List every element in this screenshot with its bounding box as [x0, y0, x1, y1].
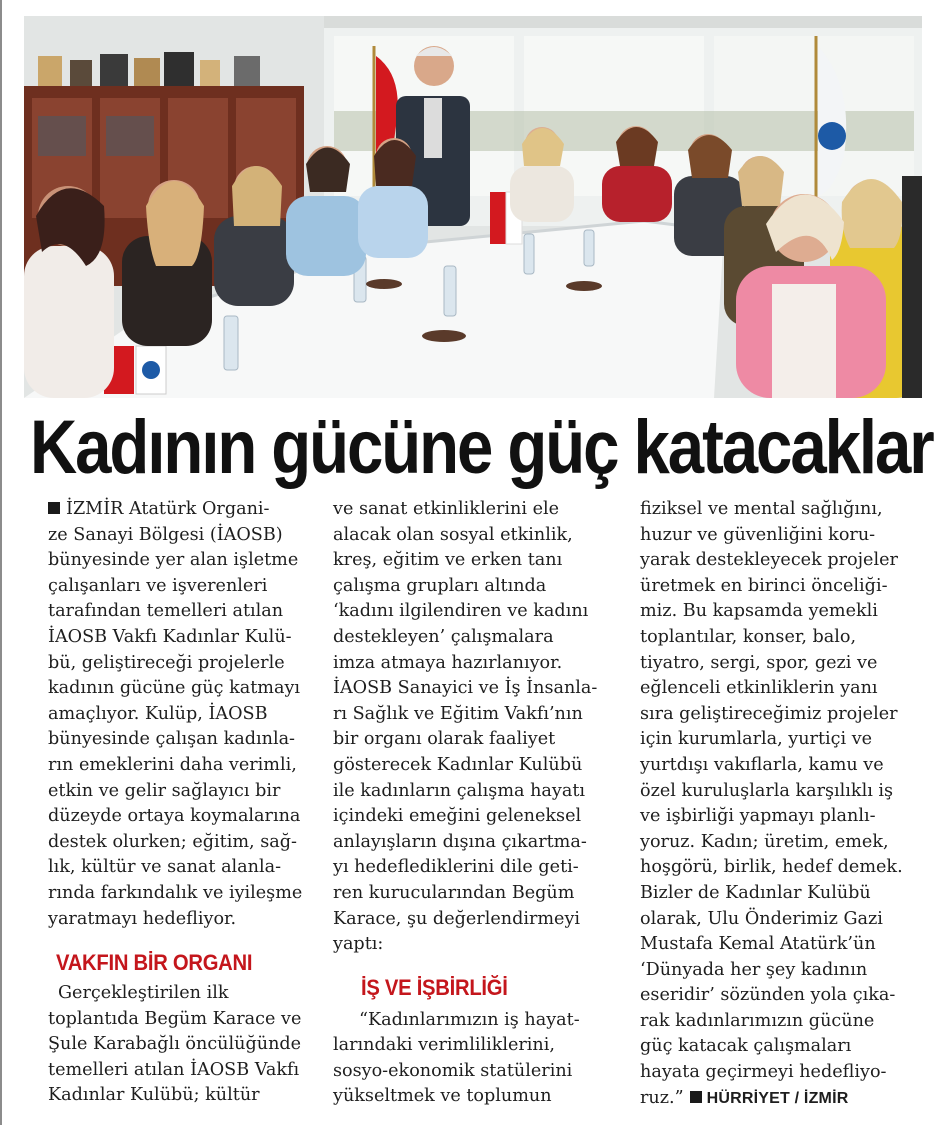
column-2 [333, 497, 623, 1110]
lead-text: İZMİR Atatürk Organi- ze Sanayi Bölgesi (İAOSB) bünyesinde yer alan işletme çalışanları ve işverenleri tarafından temelleri atılan İAOSB Vakfı Kadınlar Kulü- bü, geliştireceği projelerle kadının gücüne güç katmayı amaçlıyor. Kulüp, İAOSB bünyesinde çalışan kadınla- rın emeklerini daha verimli, etkin ve gelir sağlayıcı bir düzeyde ortaya koymalarına destek olurken; eğitim, sağ- lık, kültür ve sanat alanla- rında farkındalık ve iyileşme yaratmayı hedefliyor. [48, 499, 303, 929]
subhead-vakfin-bir-organi: VAKFIN BİR ORGANI [56, 950, 253, 976]
signature-square-icon [690, 1091, 702, 1103]
column-1 [48, 497, 320, 1109]
lead-paragraph [48, 497, 320, 932]
paragraph-first-meeting: Gerçekleştirilen ilk toplantıda Begüm Karace ve Şule Karabağlı öncülüğünde temelleri atılan İAOSB Vakfı Kadınlar Kulübü; kültür [48, 983, 302, 1106]
meeting-photo [24, 16, 922, 398]
subhead-is-ve-isbirligi: İŞ VE İŞBİRLİĞİ [361, 974, 508, 1000]
column-3 [640, 497, 930, 1111]
page-edge-rule [0, 0, 2, 1125]
paragraph-working-groups: ve sanat etkinliklerini ele alacak olan sosyal etkinlik, kreş, eğitim ve erken tanı çalışma grupları altında ‘kadını ilgilendiren ve kadını destekleyen’ çalışmalara imza atmaya hazırlanıyor. İAOSB Sanayici ve İş İnsanla- rı Sağlık ve Eğitim Vakfı’nın bir organı olarak faaliyet gösterecek Kadınlar Kulübü ile kadınların çalışma hayatı içindeki emeğini geleneksel anlayışların dışına çıkartma- yı hedeflediklerini dile geti- ren kurucularından Begüm Karace, şu değerlendirmeyi yaptı: [333, 499, 598, 955]
byline-signature: HÜRRİYET / İZMİR [706, 1089, 849, 1107]
paragraph-quote-start: “Kadınlarımızın iş hayat- larındaki verimliliklerini, sosyo-ekonomik statülerini yükseltmek ve toplumun [333, 1009, 580, 1107]
paragraph-quote-continued [640, 497, 930, 1111]
headline: Kadının gücüne güç katacaklar [30, 405, 933, 490]
quote-text: fiziksel ve mental sağlığını, huzur ve güvenliğini koru- yarak destekleyecek projeler üretmek en birinci önceliği- miz. Bu kapsamda yemekli toplantılar, konser, balo, tiyatro, sergi, spor, gezi ve eğlenceli etkinliklerin yanı sıra geliştireceğimiz projeler için kurumlarla, yurtiçi ve yurtdışı vakıflarla, kamu ve özel kuruluşlarla karşılıklı iş ve işbirliği yapmayı planlı- yoruz. Kadın; üretim, emek, hoşgörü, birlik, hedef demek. Bizler de Kadınlar Kulübü olarak, Ulu Önderimiz Gazi Mustafa Kemal Atatürk’ün ‘Dünyada her şey kadının eseridir’ sözünden yola çıka- rak kadınlarımızın gücüne güç katacak çalışmaları hayata geçirmeyi hedefliyo- ruz.” [640, 499, 903, 1108]
bullet-square-icon [48, 502, 60, 514]
